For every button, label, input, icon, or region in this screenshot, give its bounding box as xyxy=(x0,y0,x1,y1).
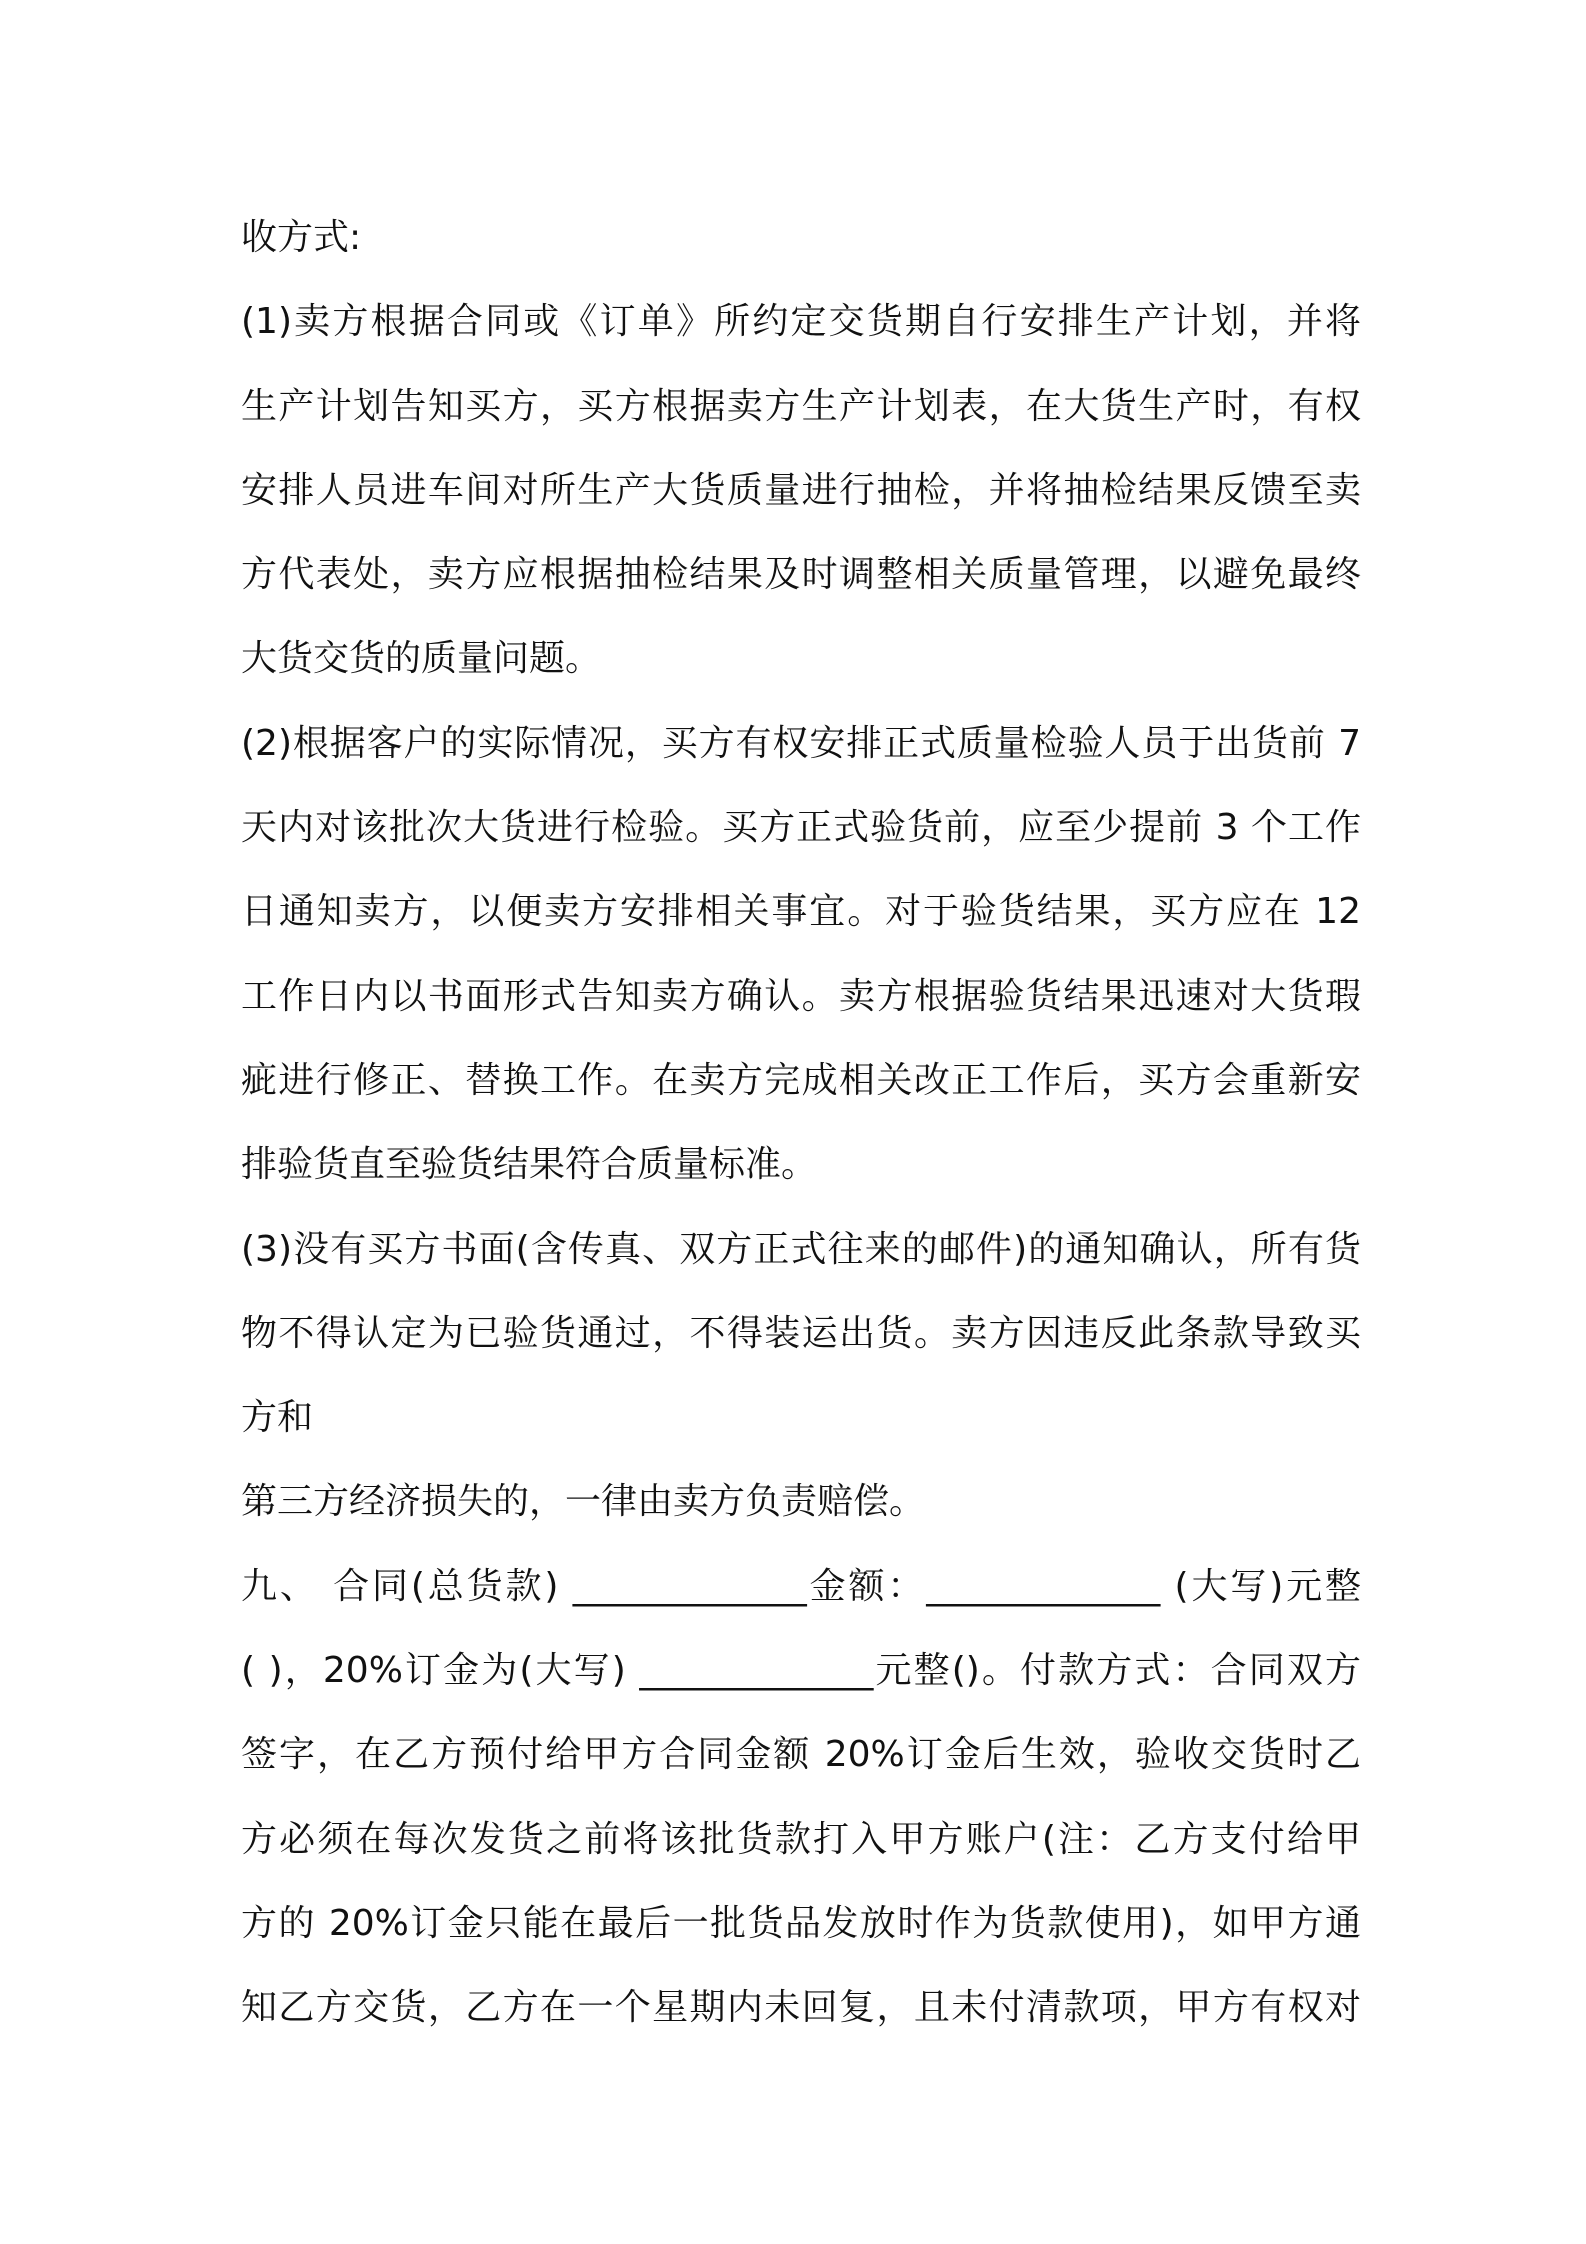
text-line: (2)根据客户的实际情况，买方有权安排正式质量检验人员于出货前 7 xyxy=(241,722,1361,764)
text-line: 排验货直至验货结果符合质量标准。 xyxy=(241,1144,818,1186)
text-line: 九、 合同(总货款) _____________金额：_____________ (大写)元整 xyxy=(241,1565,1361,1607)
text-line: 工作日内以书面形式告知卖方确认。卖方根据验货结果迅速对大货瑕 xyxy=(241,975,1361,1017)
text-line: 第三方经济损失的，一律由卖方负责赔偿。 xyxy=(241,1481,926,1523)
text-line: 生产计划告知买方，买方根据卖方生产计划表，在大货生产时，有权 xyxy=(241,385,1361,427)
text-line: 方和 xyxy=(241,1397,314,1439)
text-line: (3)没有买方书面(含传真、双方正式往来的邮件)的通知确认，所有货 xyxy=(241,1228,1361,1270)
text-line: ( )，20%订金为(大写) _____________元整()。付款方式：合同双方 xyxy=(241,1650,1361,1692)
text-line: 方的 20%订金只能在最后一批货品发放时作为货款使用)，如甲方通 xyxy=(241,1902,1361,1944)
text-line: 天内对该批次大货进行检验。买方正式验货前，应至少提前 3 个工作 xyxy=(241,807,1361,849)
text-line: (1)卖方根据合同或《订单》所约定交货期自行安排生产计划，并将 xyxy=(241,301,1361,343)
text-line: 签字，在乙方预付给甲方合同金额 20%订金后生效，验收交货时乙 xyxy=(241,1734,1361,1776)
text-line: 日通知卖方，以便卖方安排相关事宜。对于验货结果，买方应在 12 xyxy=(241,891,1361,933)
contract-text xyxy=(241,196,1361,2051)
text-line: 方必须在每次发货之前将该批货款打入甲方账户(注：乙方支付给甲 xyxy=(241,1818,1361,1860)
text-line: 知乙方交货，乙方在一个星期内未回复，且未付清款项，甲方有权对 xyxy=(241,1987,1361,2029)
text-line: 安排人员进车间对所生产大货质量进行抽检，并将抽检结果反馈至卖 xyxy=(241,469,1361,511)
text-line: 收方式: xyxy=(241,217,362,258)
text-line: 疵进行修正、替换工作。在卖方完成相关改正工作后，买方会重新安 xyxy=(241,1059,1361,1101)
text-line: 大货交货的质量问题。 xyxy=(241,638,602,680)
text-line: 物不得认定为已验货通过，不得装运出货。卖方因违反此条款导致买 xyxy=(241,1312,1361,1354)
text-line: 方代表处，卖方应根据抽检结果及时调整相关质量管理，以避免最终 xyxy=(241,554,1361,596)
